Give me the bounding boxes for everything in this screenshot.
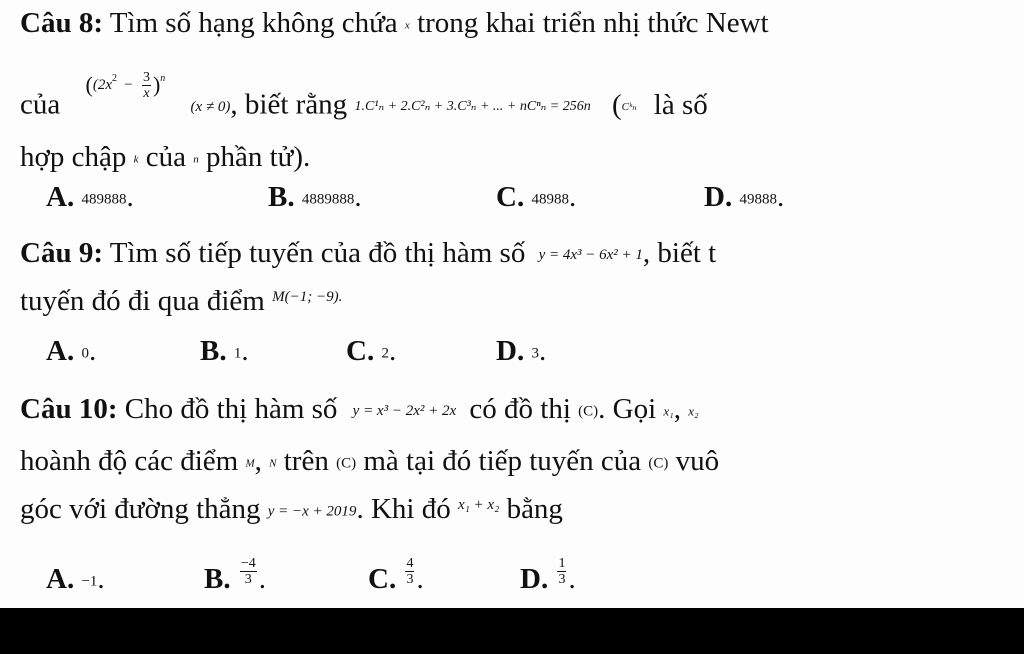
q9-line-1: [20, 236, 716, 272]
q10-text-3: . Gọi: [598, 393, 657, 425]
bottom-black-bar: [0, 608, 1024, 654]
q10-text-2: có đồ thị: [469, 393, 571, 425]
q10-text-5: trên: [283, 445, 329, 477]
q8-text-3: , biết rằng: [230, 88, 348, 121]
q8-binomial-expr: (($2x^2$ − $\frac{3}{x}$ )$^n$: [85, 69, 166, 101]
q9-option-c[interactable]: C. 2.: [346, 335, 397, 367]
q9-option-d[interactable]: D. 3.: [496, 335, 547, 367]
q8-option-c[interactable]: C. 48988.: [496, 181, 577, 213]
q10-function: y = x³ − 2x² + 2x: [352, 403, 457, 420]
q8-line-2: [20, 69, 708, 124]
q10-comma: ,: [673, 393, 681, 425]
q8-text-5: hợp chập: [20, 141, 127, 173]
q8-text-1: Tìm số hạng không chứa: [109, 7, 398, 39]
q8-ck: Cᵏₙ: [621, 101, 637, 113]
q9-label: Câu 9:: [20, 237, 103, 269]
q10-text-1: Cho đồ thị hàm số: [124, 393, 338, 425]
q9-point: M(−1; −9).: [272, 289, 343, 306]
q10-option-a[interactable]: A. −1.: [46, 563, 105, 595]
q9-line-2: [20, 284, 342, 320]
q8-condition: (x ≠ 0): [190, 99, 231, 115]
q10-curve: (C): [578, 403, 599, 420]
q9-text-3: tuyến đó đi qua điểm: [20, 285, 265, 317]
q10-option-c[interactable]: C. $\frac{4}{3}$ .: [368, 555, 424, 595]
q10-text-8: góc với đường thẳng: [20, 493, 261, 525]
q8-fraction: $\frac{3}{x}$: [142, 69, 150, 101]
q10-option-d-fraction: $\frac{1}{3}$: [558, 555, 566, 587]
q8-option-b[interactable]: B. 4889888.: [268, 181, 362, 213]
q10-curve-3: (C): [648, 455, 669, 472]
q8-line-1: [20, 6, 769, 42]
q10-line-equation: y = −x + 2019: [267, 503, 357, 520]
q9-text-2: , biết t: [642, 237, 717, 269]
q8-line-3: [20, 140, 310, 176]
q10-x1: x₁: [663, 403, 674, 419]
q10-curve-2: (C): [336, 455, 357, 472]
q10-point-m: M: [245, 457, 255, 470]
q10-line-2: [20, 444, 719, 480]
q10-sum: x₁ + x₂: [457, 497, 500, 514]
q10-option-c-fraction: $\frac{4}{3}$: [406, 555, 414, 587]
q10-text-4: hoành độ các điểm: [20, 445, 239, 477]
q10-option-b-fraction: $\frac{-4}{3}$: [240, 555, 256, 587]
q9-function: y = 4x³ − 6x² + 1: [538, 247, 643, 264]
q10-text-7: vuô: [675, 445, 720, 477]
q10-text-6: mà tại đó tiếp tuyến của: [363, 445, 642, 477]
q9-text-1: Tìm số tiếp tuyến của đồ thị hàm số: [109, 237, 526, 269]
q8-label: Câu 8:: [20, 7, 103, 39]
q10-option-d[interactable]: D. $\frac{1}{3}$ .: [520, 555, 576, 595]
q8-sum-expr: 1.C¹ₙ + 2.C²ₙ + 3.C³ₙ + ... + nCⁿₙ = 256n: [354, 99, 591, 114]
q10-text-9: . Khi đó: [356, 493, 451, 525]
q8-text-2: trong khai triển nhị thức Newt: [417, 7, 769, 39]
q9-option-b[interactable]: B. 1.: [200, 335, 249, 367]
q8-text-4: là số: [653, 88, 708, 121]
q10-point-n: N: [269, 457, 277, 470]
q8-var-k: k: [133, 153, 139, 166]
q8-var-n: n: [193, 153, 199, 166]
q8-paren-open: (: [611, 88, 622, 121]
q10-comma-2: ,: [254, 445, 262, 477]
q8-cua: của: [20, 88, 61, 121]
q10-option-b[interactable]: B. $\frac{-4}{3}$ .: [204, 555, 266, 595]
q10-text-10: bằng: [506, 493, 563, 525]
q10-x2: x₂: [688, 403, 699, 419]
q8-text-6: của: [145, 141, 186, 173]
q10-label: Câu 10:: [20, 393, 118, 425]
q8-var-x: x: [404, 19, 410, 32]
q9-option-a[interactable]: A. 0.: [46, 335, 97, 367]
q8-option-a[interactable]: A. 489888.: [46, 181, 134, 213]
q10-line-3: [20, 492, 563, 528]
q8-option-d[interactable]: D. 49888.: [704, 181, 785, 213]
q8-text-7: phần tử).: [205, 141, 311, 173]
q10-line-1: [20, 392, 699, 428]
